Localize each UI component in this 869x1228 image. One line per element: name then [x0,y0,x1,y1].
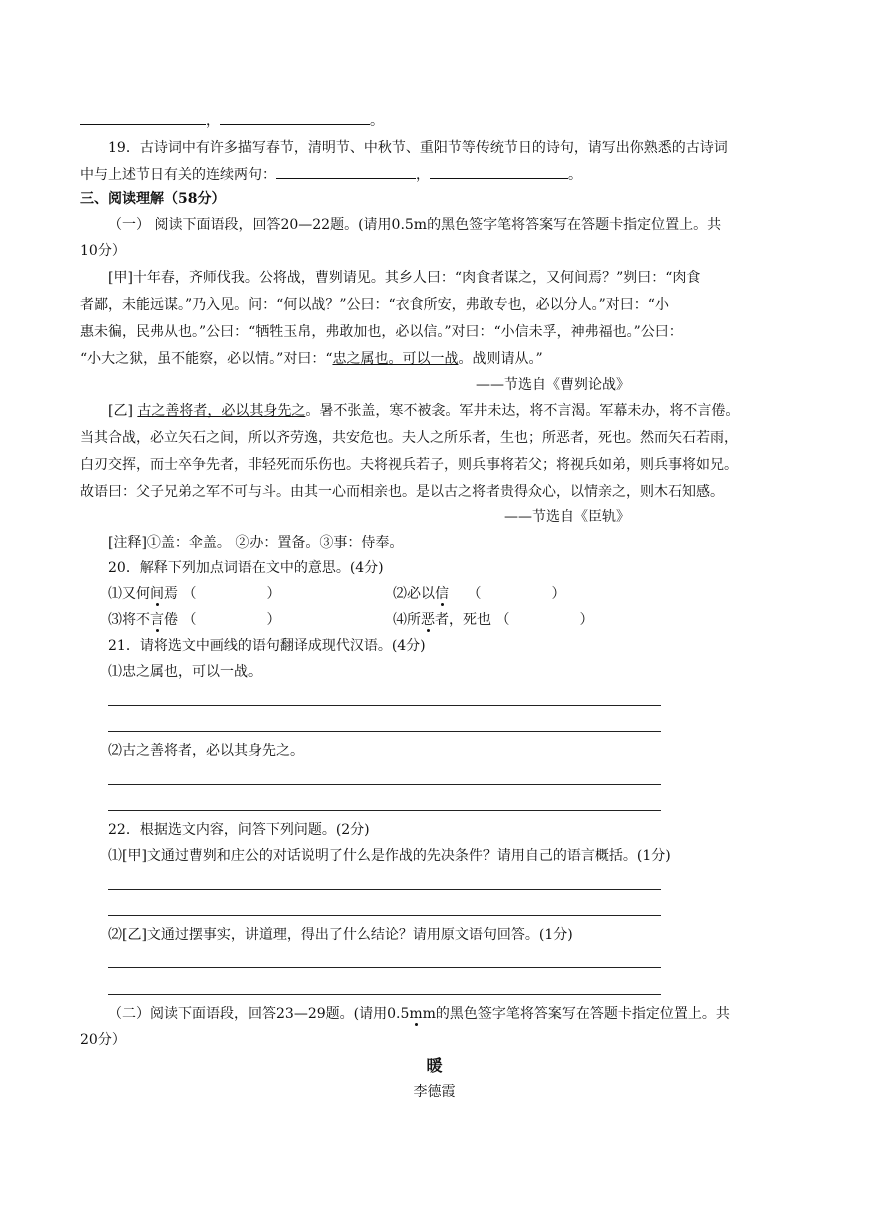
annotation-notes: [注释]①盖：伞盖。 ②办：置备。③事：侍奉。 [108,535,404,551]
answer-blank[interactable] [276,164,416,179]
part2-intro-line2: 20分） [80,1032,126,1048]
answer-line[interactable] [108,731,661,732]
source-citation: ——节选自《臣轨》 [504,509,630,525]
answer-line[interactable] [108,784,661,785]
answer-line[interactable] [108,994,661,995]
part2-intro-line1: （二）阅读下面语段，回答23—29题。(请用0.5mm的黑色签字笔将答案写在答题卡指定位置上。共 [108,1006,730,1022]
question-21-sub2: ⑵古之善将者，必以其身先之。 [108,743,304,759]
question-20-row [108,610,792,630]
section-heading: 三、阅读理解（58分） [80,191,226,207]
blank[interactable] [220,110,370,125]
answer-blank[interactable] [430,164,568,179]
passage-yi-line: [乙] 古之善将者，必以其身先之。暑不张盖，寒不被衾。军井未达，将不言渴。军幕未办，将不言倦。 [108,403,740,419]
answer-line-top: ， 。 [80,110,792,131]
passage-jia-line: [甲]十年春，齐师伐我。公将战，曹刿请见。其乡人曰：“肉食者谋之，又何间焉？”刿曰：“肉食 [108,270,701,286]
part1-intro-line1: （一） 阅读下面语段，回答20—22题。(请用0.5m的黑色签字笔将答案写在答题卡指定位置上。共 [108,217,722,233]
question-20-row [108,584,792,604]
answer-line[interactable] [108,889,661,890]
essay-title: 暖 [426,1056,443,1075]
question-19-line2: 中与上述节日有关的连续两句： ， 。 [80,164,792,185]
part1-intro-line2: 10分） [80,243,126,259]
question-22-sub2: ⑵[乙]文通过摆事实，讲道理，得出了什么结论？请用原文语句回答。(1分) [108,927,573,943]
underlined-sentence: 忠之属也。可以一战 [332,351,459,367]
q20-item: ⑵必以信 （ ） [393,586,566,602]
answer-line[interactable] [108,705,661,706]
passage-jia-line: 惠未徧，民弗从也。”公曰：“牺牲玉帛，弗敢加也，必以信。”对曰：“小信未孚，神弗福也。”公曰： [80,324,683,340]
question-22-sub1: ⑴[甲]文通过曹刿和庄公的对话说明了什么是作战的先决条件？请用自己的语言概括。(1分) [108,848,671,864]
q20-item: ⑴又何间焉 （ ） [108,586,281,602]
question-22-title: 22．根据选文内容，问答下列问题。(2分) [108,822,370,838]
passage-yi-line: 白刃交挥，而士卒争先者，非轻死而乐伤也。夫将视兵若子，则兵事将若父；将视兵如弟，则兵事将如兄。 [80,457,738,473]
answer-line[interactable] [108,810,661,811]
blank[interactable] [80,110,206,125]
passage-jia-line: 者鄙，未能远谋。”乃入见。问：“何以战？”公曰：“衣食所安，弗敢专也，必以分人。”对曰：“小 [80,297,669,313]
underlined-sentence: 古之善将者，必以其身先之 [137,403,306,419]
q20-item: ⑶将不言倦 （ ） [108,612,281,628]
passage-yi-line: 当其合战，必立矢石之间，所以齐劳逸，共安危也。夫人之所乐者，生也；所恶者，死也。然而矢石若雨， [80,430,738,446]
question-21-sub1: ⑴忠之属也，可以一战。 [108,664,262,680]
question-20-title: 20．解释下列加点词语在文中的意思。(4分) [108,560,384,576]
passage-yi-line: 故语曰：父子兄弟之军不可与斗。由其一心而相亲也。是以古之将者贵得众心，以情亲之，则木石知感。 [80,484,724,500]
source-citation: ——节选自《曹刿论战》 [476,377,630,393]
question-19-line1: 19．古诗词中有许多描写春节，清明节、中秋节、重阳节等传统节日的诗句，请写出你熟悉的古诗词 [108,140,728,156]
essay-author: 李德霞 [413,1084,456,1100]
passage-jia-line: “小大之狱，虽不能察，必以情。”对曰：“忠之属也。可以一战。战则请从。” [80,351,543,367]
answer-line[interactable] [108,967,661,968]
q20-item: ⑷所恶者，死也 （ ） [393,612,594,628]
question-21-title: 21．请将选文中画线的语句翻译成现代汉语。(4分) [108,638,426,654]
answer-line[interactable] [108,915,661,916]
